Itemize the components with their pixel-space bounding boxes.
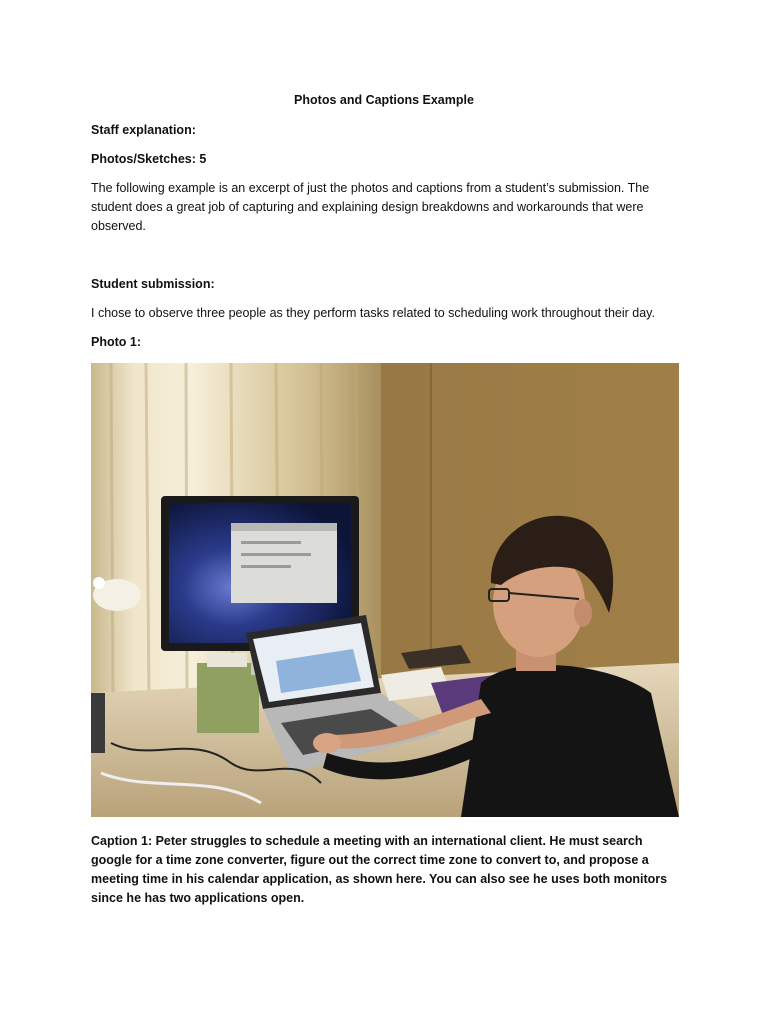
student-submission-heading: Student submission:	[91, 277, 215, 291]
photos-count: Photos/Sketches: 5	[91, 152, 207, 166]
document-title: Photos and Captions Example	[294, 93, 474, 107]
intro-paragraph: The following example is an excerpt of just the photos and captions from a student’s submission. The student does a great job of capturing and explaining design breakdowns and workarounds that were observed.	[91, 181, 650, 233]
tissue-box	[197, 663, 259, 733]
photo-caption: Caption 1: Peter struggles to schedule a meeting with an international client. He must search google for a time zone converter, figure out the correct time zone to convert to, and propose a meeting time in his calendar application, as shown here. You can also see he uses both monitors since he has two applications open.	[91, 834, 668, 905]
hand	[313, 733, 341, 753]
photo-peter-at-desk	[91, 363, 679, 817]
photo-illustration	[91, 363, 679, 817]
staff-explanation-heading: Staff explanation:	[91, 123, 196, 137]
photo-label: Photo 1:	[91, 335, 141, 349]
student-intro-paragraph: I chose to observe three people as they perform tasks related to scheduling work throughout their day.	[91, 306, 655, 320]
